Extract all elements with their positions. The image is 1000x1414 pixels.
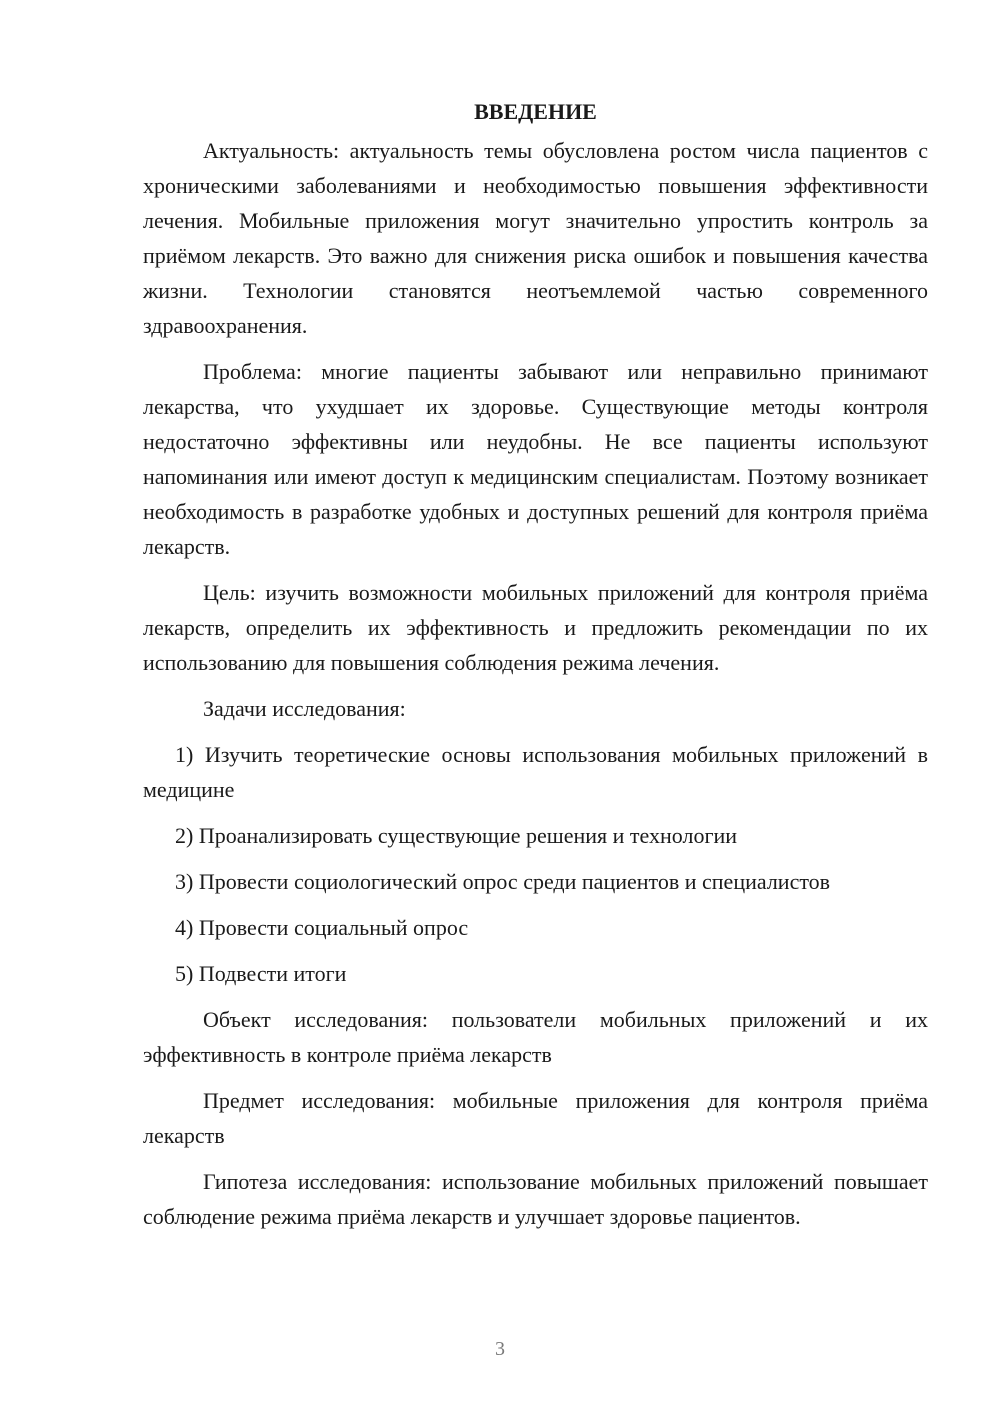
paragraph-object: Объект исследования: пользователи мобильных приложений и их эффективность в контроле приёма лекарств <box>143 1007 928 1067</box>
paragraph-problem: Проблема: многие пациенты забывают или неправильно принимают лекарства, что ухудшает их здоровье. Существующие методы контроля недостаточно эффективны или неудобны. Не все пациенты используют напоминания или имеют доступ к медицинским специалистам. Поэтому возникает необходимость в разработке удобных и доступных решений для контроля приёма лекарств. <box>143 359 928 559</box>
paragraph-tasks-intro: Задачи исследования: <box>203 696 406 721</box>
task-item-3: 3) Провести социологический опрос среди пациентов и специалистов <box>175 869 831 894</box>
paragraph-subject: Предмет исследования: мобильные приложения для контроля приёма лекарств <box>143 1088 928 1148</box>
paragraph-hypothesis: Гипотеза исследования: использование мобильных приложений повышает соблюдение режима приёма лекарств и улучшает здоровье пациентов. <box>143 1169 928 1229</box>
paragraph-goal: Цель: изучить возможности мобильных приложений для контроля приёма лекарств, определить их эффективность и предложить рекомендации по их использованию для повышения соблюдения режима лечения. <box>143 580 928 675</box>
section-heading: ВВЕДЕНИЕ <box>474 99 597 124</box>
task-item-2: 2) Проанализировать существующие решения и технологии <box>175 823 738 848</box>
task-item-1: 1) Изучить теоретические основы использования мобильных приложений в медицине <box>143 742 928 802</box>
task-item-4: 4) Провести социальный опрос <box>175 915 469 940</box>
paragraph-relevance: Актуальность: актуальность темы обусловлена ростом числа пациентов с хроническими заболеваниями и необходимостью повышения эффективности лечения. Мобильные приложения могут значительно упростить контроль за приёмом лекарств. Это важно для снижения риска ошибок и повышения качества жизни. Технологии становятся неотъемлемой частью современного здравоохранения. <box>143 138 928 338</box>
page-number: 3 <box>495 1338 505 1360</box>
task-item-5: 5) Подвести итоги <box>175 961 347 986</box>
